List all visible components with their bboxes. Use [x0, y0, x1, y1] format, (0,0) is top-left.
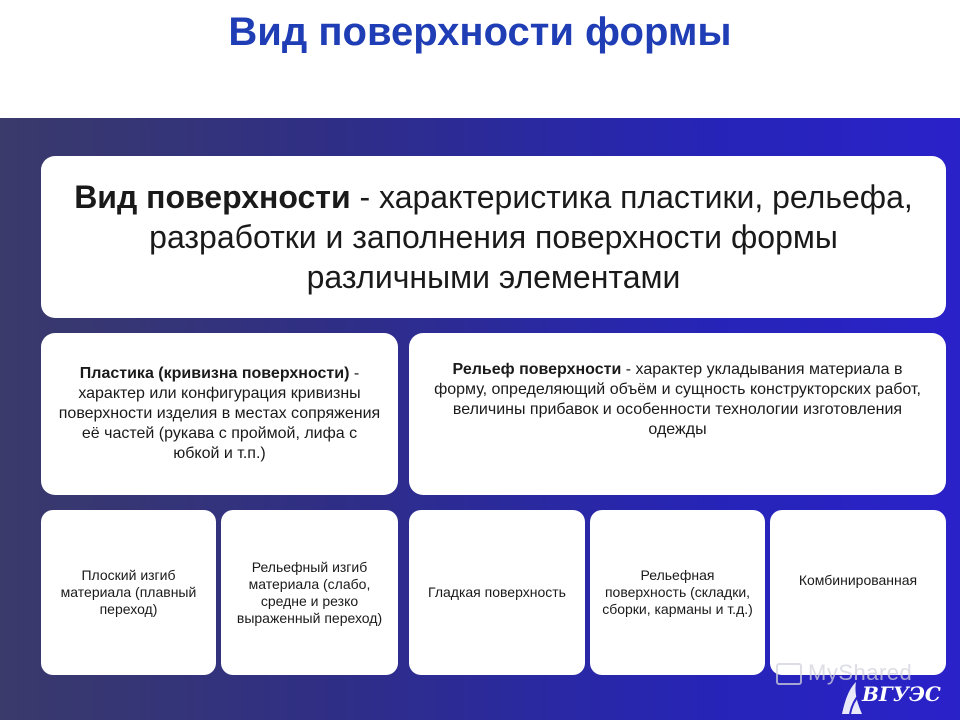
type-label: Рельефная поверхность (складки, сборки, карманы и т.д.): [602, 567, 753, 617]
plastic-box: [41, 333, 398, 495]
type-box-relief-bend: [221, 510, 398, 675]
plastic-term: Пластика (кривизна поверхности): [79, 365, 350, 382]
type-box-flat-bend: [41, 510, 216, 675]
relief-term: Рельеф поверхности: [452, 361, 622, 378]
relief-box: [409, 333, 946, 495]
type-label: Рельефный изгиб материала (слабо, средне и резко выраженный переход): [236, 558, 383, 626]
plastic-text: - характер или конфигурация кривизны поверхности изделия в местах сопряжения её частей (рукава с проймой, лифа с юбкой и т.п.): [58, 365, 381, 462]
definition-box: [41, 156, 946, 318]
type-label: Комбинированная: [798, 572, 918, 588]
relief-text: - характер укладывания материала в форму, определяющий объём и сущность конструкторских работ, величины прибавок и особенности технологии изготовления одежды: [434, 361, 921, 438]
type-box-combined: [770, 510, 946, 675]
definition-term: Вид поверхности: [74, 179, 351, 215]
watermark-text: MyShared: [808, 660, 913, 685]
relief-content: [425, 360, 930, 440]
type-label: Плоский изгиб материала (плавный переход): [60, 567, 197, 617]
watermark-icon: [776, 663, 802, 685]
type-box-smooth-surface: [409, 510, 585, 675]
plastic-content: [57, 364, 382, 464]
definition-text: - характеристика пластики, рельефа, разработки и заполнения поверхности формы различными элементами: [149, 179, 913, 295]
type-box-relief-surface: [590, 510, 765, 675]
definition-content: [63, 177, 924, 297]
type-label: Гладкая поверхность: [428, 584, 566, 600]
university-logo-text: ВГУЭС: [862, 682, 941, 706]
slide-title: Вид поверхности формы: [228, 10, 732, 54]
